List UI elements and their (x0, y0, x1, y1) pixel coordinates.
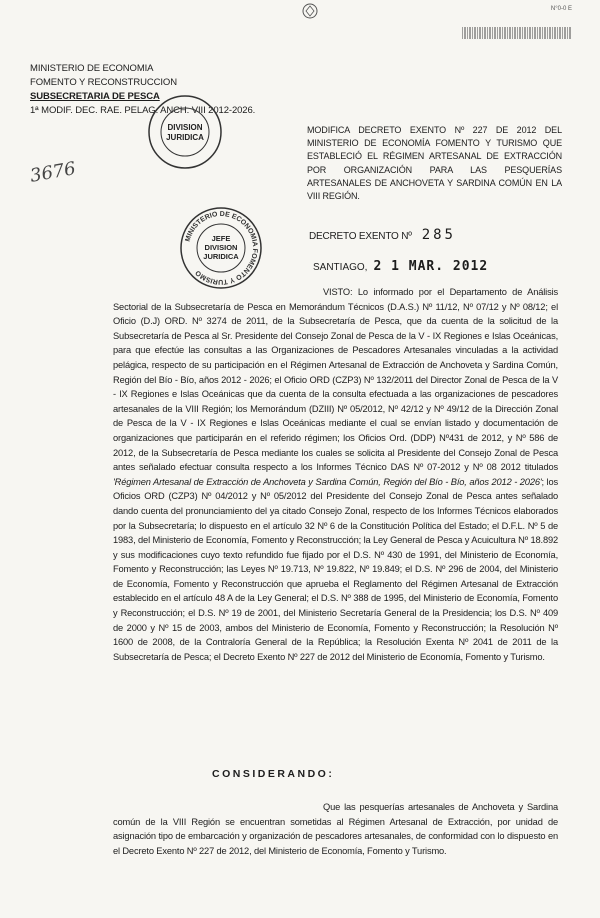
date-stamp: 2 1 MAR. 2012 (373, 259, 489, 274)
date-place: SANTIAGO, (313, 262, 368, 273)
date-line (313, 259, 488, 274)
stamp-jefe-1: JEFE (211, 234, 231, 243)
stamp-division-bottom: JURIDICA (166, 133, 204, 142)
barcode (462, 27, 572, 39)
header-reference: 1ª MODIF. DEC. RAE. PELAG. ANCH. VIII 2012-2026. (30, 105, 256, 116)
considerando-text: Que las pesquerías artesanales de Anchoveta y Sardina común de la VIII Región se encuentran sometidas al Régimen Artesanal de Extracción, por unidad de asignación tipo de embarcación y organización de pescadores artesanales, de conformidad con lo dispuesto en el Decreto Exento Nº 227 de 2012, del Ministerio de Economía, Fomento y Turismo. (113, 802, 558, 856)
header-line-2: FOMENTO Y RECONSTRUCCION (30, 77, 177, 88)
visto-text-1: VISTO: Lo informado por el Departamento de Análisis Sectorial de la Subsecretaría de Pesca en Memorándum Técnicos (D.A.S.) Nº 11/12, Nº 07/12 y Nº 08/12; el Oficio (D.J) ORD. Nº 3274 de 2011, de la Subsecretaría de Pesca, que da cuenta de la solicitud de la Subsecretaría de Pesca al Sr. Presidente del Consejo Zonal de Pesca de la V - IX Regiones e Islas Oceánicas, para que efectúe las consultas a las Organizaciones de Pescadores Artesanales vinculadas a la actividad pelágica, respecto de su participación en el Régimen Artesanal de Extracción de Anchoveta y Sardina Común, Región del Bío - Bío, años 2012 - 2026; el Oficio ORD (CZP3) Nº 132/2011 del Director Zonal de Pesca de la V - IX Regiones e Islas Oceánicas que da cuenta de la consulta efectuada a las organizaciones de pescadores artesanales de la VIII Región; los Memorándum (DZIII) Nº 05/2012, Nº 42/12 y Nº 49/12 de la Dirección Zonal de Pesca de la V - IX Regiones e Islas Oceánicas mediante el cual se envían listado y documentación de organizaciones que participarán en el referido régimen; los Oficios Ord. (DDP) Nº431 de 2012, y Nº 586 de 2012, de la Subsecretaría de Pesca mediante los cuales se solicita al Presidente del Consejo Zonal de Pesca antes señalado efectuar consulta respecto a los Informes Técnico DAS Nº 07-2012 y Nº 08 2012 titulados (113, 287, 558, 473)
visto-paragraph (113, 285, 558, 664)
considerando-paragraph (113, 800, 558, 858)
document-code: N°0-0 E (550, 6, 572, 12)
visto-italic-title: 'Régimen Artesanal de Extracción de Anchoveta y Sardina Común, Región del Bío - Bío, años 2012 - 2026' (113, 476, 542, 487)
header-subsecretaria: SUBSECRETARIA DE PESCA (30, 91, 160, 102)
stamp-jefe-2: DIVISION (204, 243, 238, 252)
jefe-division-juridica-stamp (178, 205, 264, 291)
coat-of-arms-icon (300, 2, 320, 20)
considerando-heading: CONSIDERANDO: (212, 768, 335, 780)
header-line-1: MINISTERIO DE ECONOMIA (30, 63, 154, 74)
stamp-ring-text: MINISTERIO DE ECONOMIA FOMENTO Y TURISMO (184, 210, 259, 286)
decree-number: 285 (421, 227, 456, 243)
document-title: MODIFICA DECRETO EXENTO Nº 227 DE 2012 DEL MINISTERIO DE ECONOMÍA FOMENTO Y TURISMO QUE ESTABLECIÓ EL RÉGIMEN ARTESANAL DE EXTRACCIÓN POR ORGANIZACIÓN PARA LAS PESQUERÍAS ARTESANALES DE ANCHOVETA Y SARDINA COMÚN EN LA VIII REGIÓN. (307, 125, 562, 202)
stamp-division-top: DIVISION (167, 123, 203, 132)
decree-number-line (309, 227, 456, 243)
visto-text-2: ; los Oficios ORD (CZP3) Nº 04/2012 y Nº 05/2012 del Presidente del Consejo Zonal de Pesca antes señalado dando cuenta del pronunciamiento del ya citado Consejo Zonal, respecto de los Informes Técnicos elaborados por la Subsecretaría; lo dispuesto en el artículo 32 Nº 6 de la Constitución Política del Estado; el D.F.L. Nº 5 de 1983, del Ministerio de Economía, Fomento y Reconstrucción; la Ley General de Pesca y Acuicultura Nº 18.892 y sus modificaciones cuyo texto refundido fue fijado por el D.S. Nº 430 de 1991, del Ministerio de Economía, Fomento y Reconstrucción; las Leyes Nº 19.713, Nº 19.822, Nº 19.849; el D.S. Nº 296 de 2004, del Ministerio de Economía, Fomento y Reconstrucción que aprueba el Reglamento del Régimen Artesanal de Extracción establecido en el artículo 48 A de la Ley General; el D.S. Nº 388 de 1995, del Ministerio de Economía, Fomento y Reconstrucción; el D.S. Nº 19 de 2001, del Ministerio Secretaría General de la Presidencia; los D.S. Nº 409 de 2000 y Nº 15 de 2003, ambos del Ministerio de Economía, Fomento y Reconstrucción; la Resolución Nº 1600 de 2008, de la Contraloría General de la República; la Resolución Exenta Nº 2041 de 2011 de la Subsecretaría de Pesca; el Decreto Exento Nº 227 de 2012 del Ministerio de Economía, Fomento y Turismo. (113, 476, 558, 662)
division-juridica-stamp (145, 92, 225, 172)
decree-label: DECRETO EXENTO Nº (309, 231, 412, 242)
stamp-jefe-3: JURIDICA (203, 252, 239, 261)
handwritten-number: 3676 (28, 158, 78, 187)
